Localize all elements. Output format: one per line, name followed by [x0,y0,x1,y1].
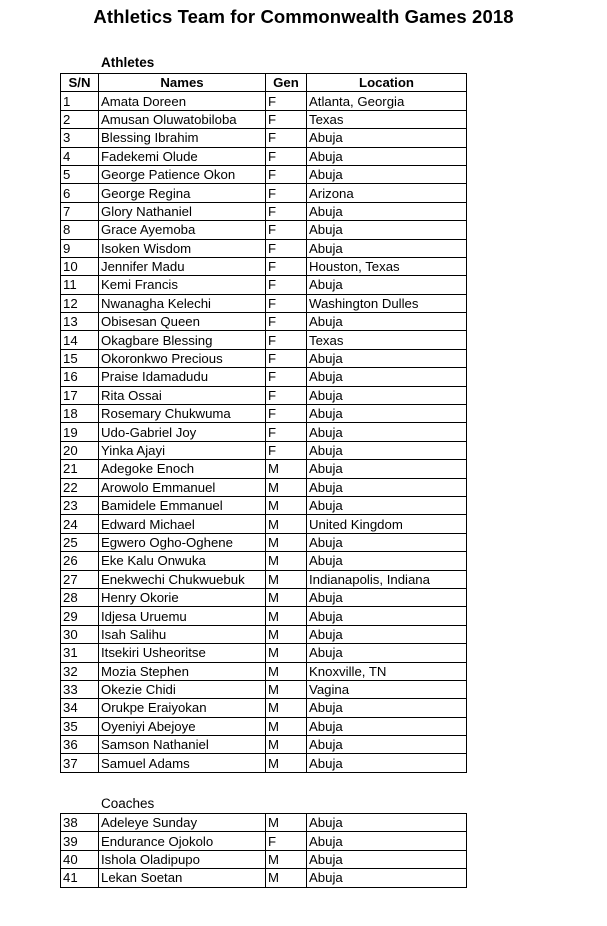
cell-name: Amusan Oluwatobiloba [99,110,266,128]
cell-gender: F [266,331,307,349]
athletes-table [60,73,467,773]
cell-gender: F [266,165,307,183]
cell-name: Okoronkwo Precious [99,349,266,367]
cell-name: Henry Okorie [99,588,266,606]
table-row [61,386,467,404]
cell-sn: 29 [61,607,99,625]
cell-name: Nwanagha Kelechi [99,294,266,312]
cell-location: Abuja [307,699,467,717]
cell-location: Texas [307,110,467,128]
cell-location: Abuja [307,607,467,625]
table-header-row [61,74,467,92]
table-row [61,423,467,441]
cell-location: Abuja [307,625,467,643]
cell-gender: M [266,680,307,698]
table-row [61,441,467,459]
cell-gender: F [266,368,307,386]
cell-name: Blessing Ibrahim [99,129,266,147]
cell-gender: M [266,496,307,514]
cell-gender: M [266,814,307,832]
table-row [61,607,467,625]
cell-location: Vagina [307,680,467,698]
cell-name: Isah Salihu [99,625,266,643]
table-row [61,257,467,275]
cell-sn: 17 [61,386,99,404]
cell-location: Abuja [307,165,467,183]
table-row [61,736,467,754]
cell-location: Abuja [307,496,467,514]
cell-sn: 25 [61,533,99,551]
cell-name: Idjesa Uruemu [99,607,266,625]
cell-sn: 10 [61,257,99,275]
cell-location: Houston, Texas [307,257,467,275]
cell-name: Isoken Wisdom [99,239,266,257]
cell-name: Udo-Gabriel Joy [99,423,266,441]
cell-sn: 27 [61,570,99,588]
table-row [61,368,467,386]
cell-name: Praise Idamadudu [99,368,266,386]
cell-gender: M [266,717,307,735]
cell-gender: F [266,386,307,404]
cell-sn: 9 [61,239,99,257]
cell-sn: 7 [61,202,99,220]
cell-name: Kemi Francis [99,276,266,294]
cell-gender: M [266,533,307,551]
cell-gender: M [266,644,307,662]
table-row [61,165,467,183]
cell-gender: F [266,832,307,850]
cell-location: Abuja [307,239,467,257]
page-title: Athletics Team for Commonwealth Games 2018 [93,6,514,27]
cell-gender: M [266,869,307,887]
table-row [61,221,467,239]
cell-name: Fadekemi Olude [99,147,266,165]
cell-sn: 14 [61,331,99,349]
cell-sn: 16 [61,368,99,386]
table-row [61,644,467,662]
table-row [61,699,467,717]
table-row [61,202,467,220]
cell-gender: M [266,478,307,496]
table-row [61,478,467,496]
cell-sn: 32 [61,662,99,680]
table-row [61,110,467,128]
cell-gender: F [266,92,307,110]
cell-gender: F [266,184,307,202]
cell-gender: F [266,405,307,423]
cell-name: Samson Nathaniel [99,736,266,754]
cell-name: Mozia Stephen [99,662,266,680]
cell-location: Abuja [307,552,467,570]
table-row [61,349,467,367]
cell-gender: F [266,202,307,220]
table-row [61,313,467,331]
cell-sn: 33 [61,680,99,698]
cell-sn: 36 [61,736,99,754]
cell-location: Abuja [307,349,467,367]
cell-sn: 11 [61,276,99,294]
cell-gender: F [266,423,307,441]
cell-location: Abuja [307,313,467,331]
cell-location: Abuja [307,644,467,662]
table-row [61,588,467,606]
cell-sn: 19 [61,423,99,441]
cell-name: Yinka Ajayi [99,441,266,459]
cell-name: Bamidele Emmanuel [99,496,266,514]
cell-name: Arowolo Emmanuel [99,478,266,496]
cell-name: Edward Michael [99,515,266,533]
cell-name: Okezie Chidi [99,680,266,698]
cell-location: Abuja [307,588,467,606]
cell-sn: 12 [61,294,99,312]
cell-name: Endurance Ojokolo [99,832,266,850]
table-row [61,147,467,165]
cell-name: Orukpe Eraiyokan [99,699,266,717]
table-row [61,460,467,478]
table-row [61,239,467,257]
cell-name: Okagbare Blessing [99,331,266,349]
cell-gender: M [266,699,307,717]
header-sn: S/N [61,74,99,92]
cell-gender: M [266,460,307,478]
cell-gender: M [266,662,307,680]
cell-name: George Regina [99,184,266,202]
cell-sn: 4 [61,147,99,165]
cell-name: Rosemary Chukwuma [99,405,266,423]
cell-location: Arizona [307,184,467,202]
table-row [61,405,467,423]
table-row [61,717,467,735]
cell-gender: F [266,294,307,312]
cell-name: Glory Nathaniel [99,202,266,220]
cell-name: George Patience Okon [99,165,266,183]
cell-location: Abuja [307,478,467,496]
cell-location: United Kingdom [307,515,467,533]
cell-gender: M [266,625,307,643]
cell-sn: 24 [61,515,99,533]
cell-sn: 2 [61,110,99,128]
table-row [61,276,467,294]
cell-location: Atlanta, Georgia [307,92,467,110]
cell-location: Abuja [307,276,467,294]
table-row [61,754,467,772]
cell-sn: 38 [61,814,99,832]
cell-gender: F [266,313,307,331]
cell-sn: 35 [61,717,99,735]
table-row [61,533,467,551]
cell-name: Amata Doreen [99,92,266,110]
cell-location: Abuja [307,533,467,551]
table-row [61,515,467,533]
cell-location: Abuja [307,850,467,868]
cell-location: Abuja [307,368,467,386]
table-row [61,570,467,588]
cell-name: Eke Kalu Onwuka [99,552,266,570]
cell-sn: 21 [61,460,99,478]
cell-gender: M [266,736,307,754]
cell-gender: M [266,850,307,868]
cell-sn: 18 [61,405,99,423]
cell-sn: 26 [61,552,99,570]
cell-name: Adegoke Enoch [99,460,266,478]
table-row [61,832,467,850]
cell-name: Oyeniyi Abejoye [99,717,266,735]
cell-name: Lekan Soetan [99,869,266,887]
table-row [61,850,467,868]
table-row [61,552,467,570]
cell-gender: F [266,276,307,294]
cell-name: Grace Ayemoba [99,221,266,239]
cell-gender: F [266,349,307,367]
cell-location: Washington Dulles [307,294,467,312]
cell-name: Egwero Ogho-Oghene [99,533,266,551]
header-gen: Gen [266,74,307,92]
cell-location: Texas [307,331,467,349]
cell-sn: 41 [61,869,99,887]
cell-sn: 37 [61,754,99,772]
coaches-table [60,813,467,888]
cell-sn: 30 [61,625,99,643]
cell-sn: 20 [61,441,99,459]
cell-name: Itsekiri Usheoritse [99,644,266,662]
cell-location: Abuja [307,832,467,850]
cell-gender: F [266,239,307,257]
cell-location: Abuja [307,423,467,441]
header-names: Names [99,74,266,92]
cell-sn: 15 [61,349,99,367]
cell-name: Enekwechi Chukwuebuk [99,570,266,588]
table-row [61,92,467,110]
table-row [61,869,467,887]
cell-location: Abuja [307,754,467,772]
cell-sn: 34 [61,699,99,717]
cell-sn: 28 [61,588,99,606]
cell-sn: 40 [61,850,99,868]
cell-gender: F [266,257,307,275]
cell-sn: 22 [61,478,99,496]
header-location: Location [307,74,467,92]
cell-sn: 13 [61,313,99,331]
table-row [61,496,467,514]
cell-name: Samuel Adams [99,754,266,772]
table-row [61,129,467,147]
cell-location: Abuja [307,460,467,478]
cell-gender: F [266,110,307,128]
table-row [61,662,467,680]
cell-name: Jennifer Madu [99,257,266,275]
cell-gender: M [266,570,307,588]
cell-location: Abuja [307,736,467,754]
table-row [61,331,467,349]
table-row [61,625,467,643]
table-row [61,184,467,202]
cell-sn: 5 [61,165,99,183]
cell-name: Rita Ossai [99,386,266,404]
cell-location: Indianapolis, Indiana [307,570,467,588]
athletes-section-label: Athletes [101,55,155,70]
cell-name: Adeleye Sunday [99,814,266,832]
cell-sn: 6 [61,184,99,202]
cell-sn: 3 [61,129,99,147]
cell-gender: F [266,129,307,147]
cell-gender: M [266,607,307,625]
cell-gender: M [266,588,307,606]
cell-location: Abuja [307,869,467,887]
cell-location: Abuja [307,717,467,735]
table-row [61,294,467,312]
cell-gender: M [266,515,307,533]
cell-sn: 8 [61,221,99,239]
cell-gender: M [266,754,307,772]
cell-location: Abuja [307,814,467,832]
cell-sn: 39 [61,832,99,850]
cell-location: Abuja [307,221,467,239]
cell-location: Abuja [307,405,467,423]
cell-location: Abuja [307,147,467,165]
cell-gender: M [266,552,307,570]
cell-gender: F [266,441,307,459]
cell-gender: F [266,221,307,239]
cell-location: Abuja [307,129,467,147]
cell-name: Ishola Oladipupo [99,850,266,868]
cell-name: Obisesan Queen [99,313,266,331]
cell-location: Abuja [307,202,467,220]
table-row [61,814,467,832]
cell-sn: 1 [61,92,99,110]
cell-sn: 23 [61,496,99,514]
cell-gender: F [266,147,307,165]
coaches-section-label: Coaches [101,796,155,811]
cell-location: Abuja [307,441,467,459]
cell-location: Knoxville, TN [307,662,467,680]
cell-location: Abuja [307,386,467,404]
table-row [61,680,467,698]
cell-sn: 31 [61,644,99,662]
